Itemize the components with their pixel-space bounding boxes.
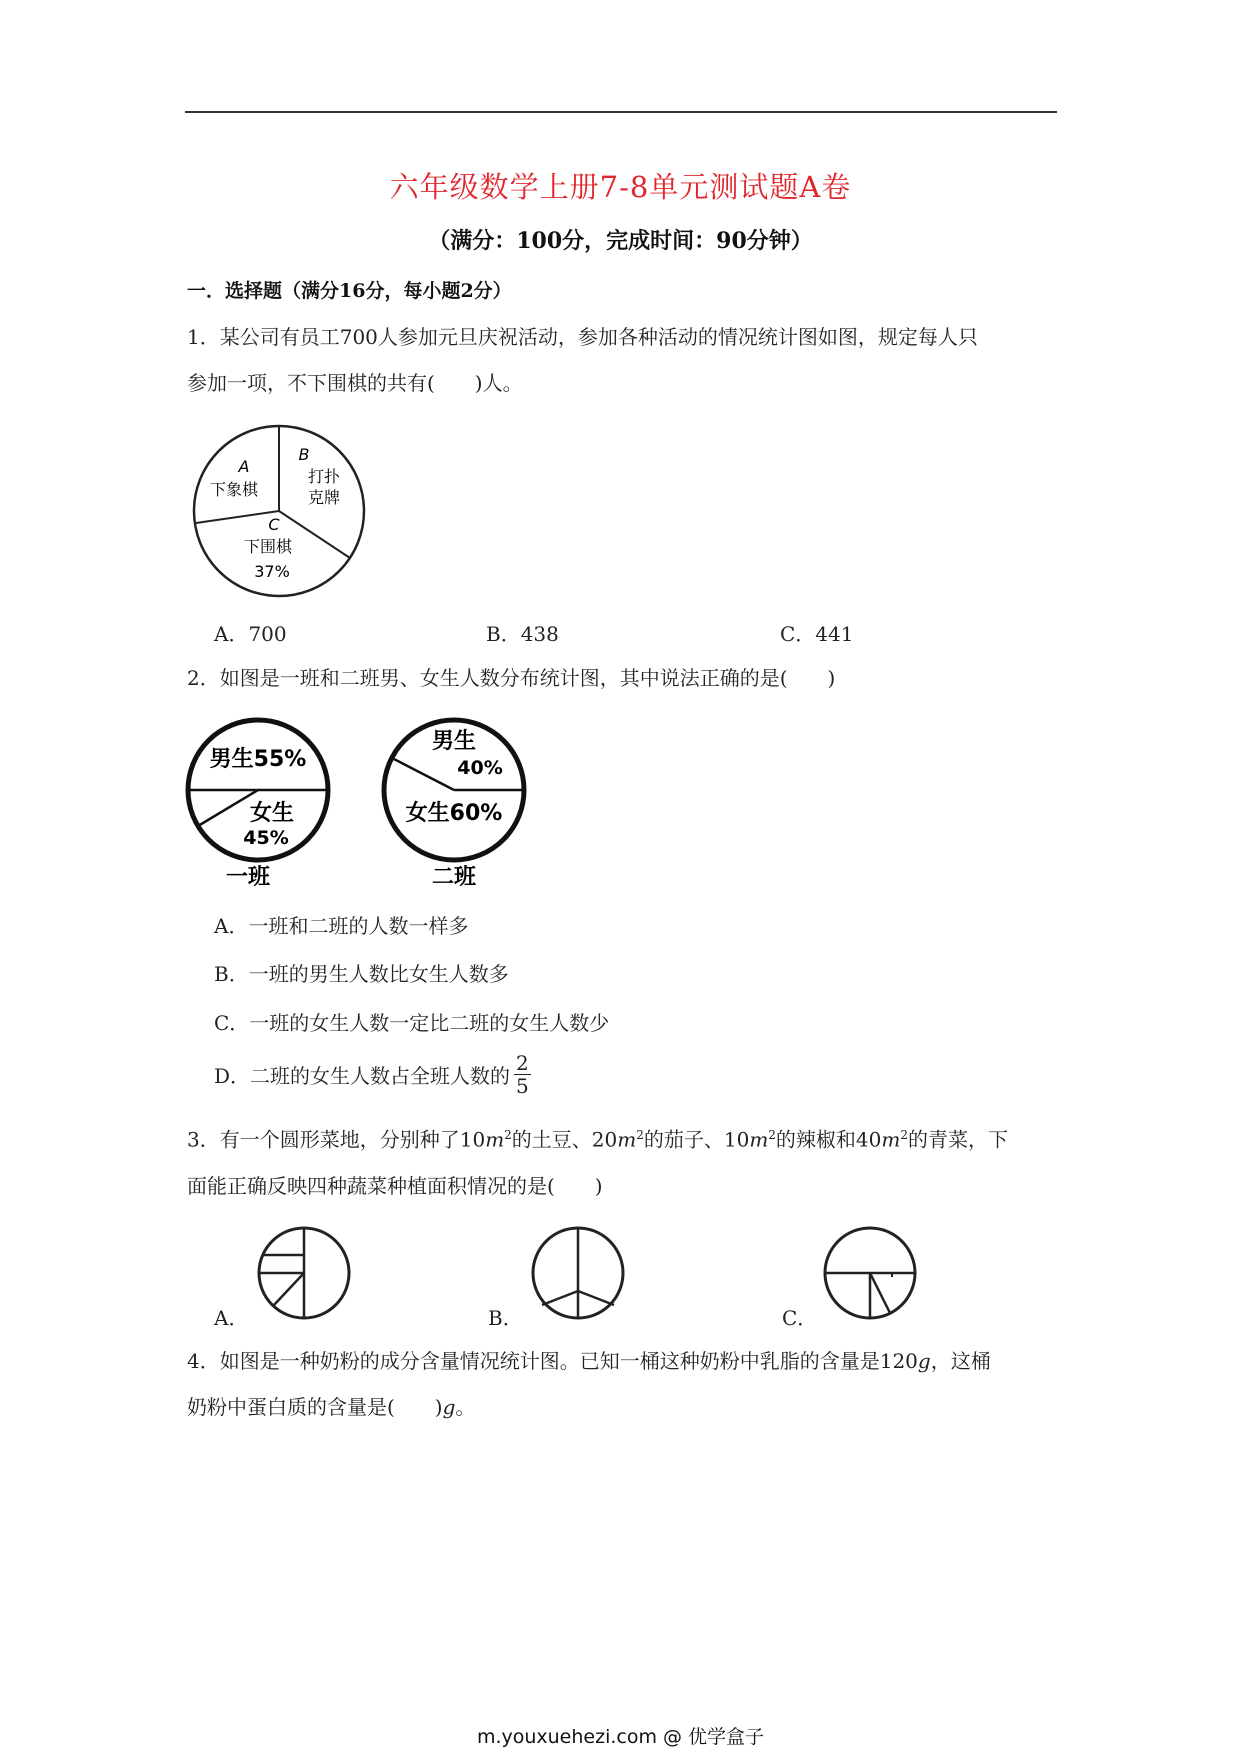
fraction-numerator: 2 — [516, 1051, 529, 1075]
q1-slice-a-letter: A — [238, 457, 250, 476]
q4-text: 奶粉中蛋白质的含量是( ) — [187, 1395, 443, 1419]
section-heading: 一．选择题（满分16分，每小题2分） — [187, 280, 512, 302]
q2-option-b[interactable]: B．一班的男生人数比女生人数多 — [214, 962, 509, 986]
footer-watermark[interactable]: m.youxuehezi.com @ 优学盒子 — [476, 1726, 765, 1748]
class2-caption: 二班 — [431, 865, 477, 890]
q1-option-c[interactable]: C．441 — [780, 622, 854, 646]
class2-boy-label: 男生 — [431, 729, 477, 754]
q4-text: 4．如图是一种奶粉的成分含量情况统计图。已知一桶这种奶粉中乳脂的含量是120 — [187, 1349, 918, 1373]
q3-unit-sup: 2 — [504, 1128, 512, 1142]
page-subtitle: （满分：100分，完成时间：90分钟） — [428, 228, 813, 254]
q3-option-a[interactable]: A． — [214, 1306, 249, 1330]
q2-pie-chart-class1 — [182, 714, 334, 894]
q1-slice-b-label: 克牌 — [307, 488, 341, 507]
q3-unit-sup: 2 — [768, 1128, 776, 1142]
q1-slice-c-label: 下围棋 — [243, 537, 293, 556]
q3c-divider — [870, 1273, 890, 1313]
q4-unit: g — [917, 1349, 931, 1373]
q1-slice-a-label: 下象棋 — [209, 480, 259, 499]
q4-text: 。 — [455, 1395, 476, 1419]
question-4-line2 — [187, 1384, 1067, 1430]
class1-girl-value: 45% — [243, 827, 289, 849]
q3b-divider — [542, 1291, 578, 1305]
q3-unit-sup: 2 — [636, 1128, 644, 1142]
question-1 — [187, 314, 1067, 406]
class1-caption: 一班 — [225, 865, 271, 890]
question-3-line2: 面能正确反映四种蔬菜种植面积情况的是( ) — [187, 1173, 603, 1198]
q2-option-a[interactable]: A．一班和二班的人数一样多 — [214, 914, 469, 938]
q2-option-c[interactable]: C．一班的女生人数一定比二班的女生人数少 — [214, 1011, 610, 1035]
q4-text: ，这桶 — [930, 1349, 991, 1373]
q3-option-c-pie[interactable] — [822, 1225, 922, 1329]
q2-option-d-fraction — [514, 1052, 531, 1097]
question-1-line1: 1．某公司有员工700人参加元旦庆祝活动，参加各种活动的情况统计图如图，规定每人只 — [187, 325, 978, 349]
q3-option-b[interactable]: B． — [488, 1306, 523, 1330]
q3-unit: m — [617, 1127, 637, 1152]
fraction-denominator: 5 — [516, 1074, 529, 1098]
q1-slice-b-label: 打扑 — [307, 467, 341, 486]
q3-unit: m — [485, 1127, 505, 1152]
q3-option-c[interactable]: C． — [782, 1306, 818, 1330]
class1-boy-label: 男生55% — [209, 747, 307, 772]
q1-option-b[interactable]: B．438 — [486, 622, 559, 646]
q1-slice-c-value: 37% — [254, 562, 290, 581]
q3-text: 3．有一个圆形菜地，分别种了10 — [187, 1127, 486, 1152]
q4-unit: g — [442, 1395, 456, 1419]
q2-option-d[interactable] — [214, 1052, 531, 1097]
question-3 — [187, 1112, 1067, 1209]
class2-pie-divider — [392, 758, 454, 790]
q3-unit: m — [881, 1127, 901, 1152]
question-4 — [187, 1338, 1067, 1430]
q1-pie-chart — [188, 420, 370, 606]
q2-pie-chart-class2 — [378, 714, 530, 894]
q3-option-b-pie[interactable] — [530, 1225, 630, 1329]
question-1-line2: 参加一项，不下围棋的共有( )人。 — [187, 371, 523, 395]
q3-option-a-pie[interactable] — [256, 1225, 356, 1329]
q3b-divider — [578, 1291, 614, 1305]
q1-option-a[interactable]: A．700 — [214, 622, 287, 646]
q1-slice-c-letter: C — [268, 515, 280, 534]
class1-girl-label: 女生 — [249, 801, 295, 826]
class2-boy-value: 40% — [457, 757, 503, 779]
class2-girl-label: 女生60% — [405, 801, 503, 826]
question-2 — [187, 655, 1067, 701]
q2-option-d-text: D．二班的女生人数占全班人数的 — [214, 1064, 511, 1088]
q1-pie-divider — [196, 511, 279, 523]
q3-text: 的土豆、20 — [511, 1127, 618, 1152]
question-2-stem: 2．如图是一班和二班男、女生人数分布统计图，其中说法正确的是( ) — [187, 666, 836, 690]
q3a-divider — [274, 1273, 304, 1305]
question-4-line1 — [187, 1338, 1067, 1384]
top-rule — [185, 111, 1057, 113]
q3-text: 的辣椒和40 — [775, 1127, 882, 1152]
page-title: 六年级数学上册7-8单元测试题A卷 — [389, 170, 852, 204]
q3-unit-sup: 2 — [900, 1128, 908, 1142]
q3-text: 的茄子、10 — [643, 1127, 750, 1152]
question-3-line1 — [187, 1112, 1067, 1163]
q3-unit: m — [749, 1127, 769, 1152]
q3-text: 的青菜，下 — [907, 1127, 1008, 1152]
q1-slice-b-letter: B — [298, 445, 310, 464]
